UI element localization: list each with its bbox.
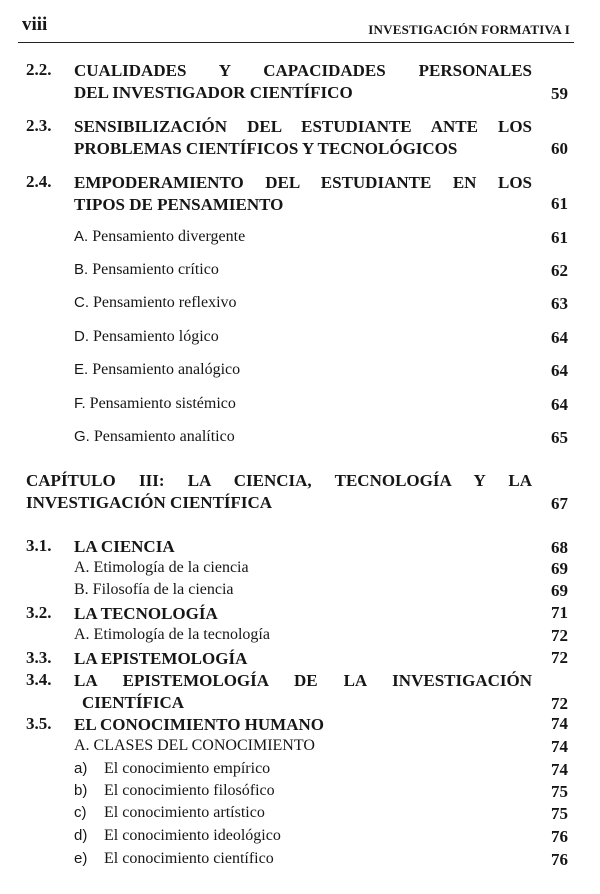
section-title-line1: CUALIDADES Y CAPACIDADES PERSONALES bbox=[74, 61, 532, 80]
section-title: LA EPISTEMOLOGÍA bbox=[74, 649, 248, 668]
chapter-title-line1: CAPÍTULO III: LA CIENCIA, TECNOLOGÍA Y LA bbox=[26, 471, 532, 490]
section-title-line2: TIPOS DE PENSAMIENTO bbox=[74, 195, 284, 214]
item-title: El conocimiento filosófico bbox=[104, 782, 275, 799]
page-ref: 72 bbox=[551, 648, 568, 667]
page-ref: 74 bbox=[551, 760, 568, 779]
page-ref: 61 bbox=[551, 228, 568, 247]
page-ref: 67 bbox=[551, 494, 568, 513]
section-title-line2: PROBLEMAS CIENTÍFICOS Y TECNOLÓGICOS bbox=[74, 139, 458, 158]
header-rule bbox=[18, 42, 574, 43]
item-title: A. Etimología de la tecnología bbox=[74, 626, 270, 643]
section-title: LA TECNOLOGÍA bbox=[74, 604, 218, 623]
item-title: Pensamiento lógico bbox=[93, 328, 219, 345]
item-title: El conocimiento científico bbox=[104, 850, 274, 867]
item-letter: C. bbox=[74, 294, 89, 311]
item-title: A. Etimología de la ciencia bbox=[74, 559, 249, 576]
item-title: Pensamiento analógico bbox=[92, 361, 241, 378]
item-letter: b) bbox=[74, 782, 88, 799]
section-title-line2: CIENTÍFICA bbox=[82, 693, 185, 712]
running-title: INVESTIGACIÓN FORMATIVA I bbox=[368, 22, 570, 37]
page-ref: 71 bbox=[551, 603, 568, 622]
section-title-line2: DEL INVESTIGADOR CIENTÍFICO bbox=[74, 83, 353, 102]
section-title-line1: LA EPISTEMOLOGÍA DE LA INVESTIGACIÓN bbox=[74, 671, 532, 690]
item-title: Pensamiento analítico bbox=[93, 428, 235, 445]
page-ref: 74 bbox=[551, 714, 568, 733]
item-letter: E. bbox=[74, 361, 89, 378]
page-ref: 68 bbox=[551, 538, 568, 557]
item-letter: B. bbox=[74, 261, 89, 278]
page-ref: 75 bbox=[551, 804, 568, 823]
item-title: A. CLASES DEL CONOCIMIENTO bbox=[74, 737, 315, 754]
page-ref: 64 bbox=[551, 328, 568, 347]
item-letter: c) bbox=[74, 804, 87, 821]
page-header bbox=[0, 0, 600, 40]
item-title: Pensamiento crítico bbox=[92, 261, 219, 278]
item-title: El conocimiento empírico bbox=[104, 760, 271, 777]
page-ref: 75 bbox=[551, 782, 568, 801]
section-number: 3.5. bbox=[26, 714, 52, 733]
section-number: 2.4. bbox=[26, 172, 52, 191]
item-title: Pensamiento divergente bbox=[92, 228, 246, 245]
item-letter: A. bbox=[74, 228, 89, 245]
chapter-title-line2: INVESTIGACIÓN CIENTÍFICA bbox=[26, 493, 273, 512]
page-ref: 59 bbox=[551, 84, 568, 103]
item-letter: d) bbox=[74, 827, 88, 844]
page-ref: 69 bbox=[551, 559, 568, 578]
item-title: Pensamiento sistémico bbox=[89, 395, 236, 412]
page-ref: 69 bbox=[551, 581, 568, 600]
page-ref: 60 bbox=[551, 139, 568, 158]
page-ref: 64 bbox=[551, 361, 568, 380]
page-ref: 72 bbox=[551, 694, 568, 713]
page-ref: 76 bbox=[551, 850, 568, 869]
section-number: 3.1. bbox=[26, 536, 52, 555]
section-title-line1: EMPODERAMIENTO DEL ESTUDIANTE EN LOS bbox=[74, 173, 532, 192]
item-title: Pensamiento reflexivo bbox=[93, 294, 237, 311]
item-letter: a) bbox=[74, 760, 88, 777]
item-letter: F. bbox=[74, 395, 86, 412]
section-title: LA CIENCIA bbox=[74, 537, 175, 556]
page-ref: 62 bbox=[551, 261, 568, 280]
item-title: B. Filosofía de la ciencia bbox=[74, 581, 234, 598]
page-ref: 61 bbox=[551, 194, 568, 213]
section-title-line1: SENSIBILIZACIÓN DEL ESTUDIANTE ANTE LOS bbox=[74, 117, 532, 136]
section-number: 3.3. bbox=[26, 648, 52, 667]
section-number: 3.4. bbox=[26, 670, 52, 689]
section-number: 2.3. bbox=[26, 116, 52, 135]
item-title: El conocimiento artístico bbox=[104, 804, 265, 821]
page-ref: 63 bbox=[551, 294, 568, 313]
section-number: 2.2. bbox=[26, 60, 52, 79]
page-ref: 64 bbox=[551, 395, 568, 414]
page-ref: 74 bbox=[551, 737, 568, 756]
item-letter: D. bbox=[74, 328, 89, 345]
page-ref: 65 bbox=[551, 428, 568, 447]
section-title: EL CONOCIMIENTO HUMANO bbox=[74, 715, 324, 734]
page-ref: 72 bbox=[551, 626, 568, 645]
page-number: viii bbox=[22, 14, 48, 35]
page-ref: 76 bbox=[551, 827, 568, 846]
item-title: El conocimiento ideológico bbox=[104, 827, 281, 844]
item-letter: G. bbox=[74, 428, 90, 445]
section-number: 3.2. bbox=[26, 603, 52, 622]
item-letter: e) bbox=[74, 850, 88, 867]
